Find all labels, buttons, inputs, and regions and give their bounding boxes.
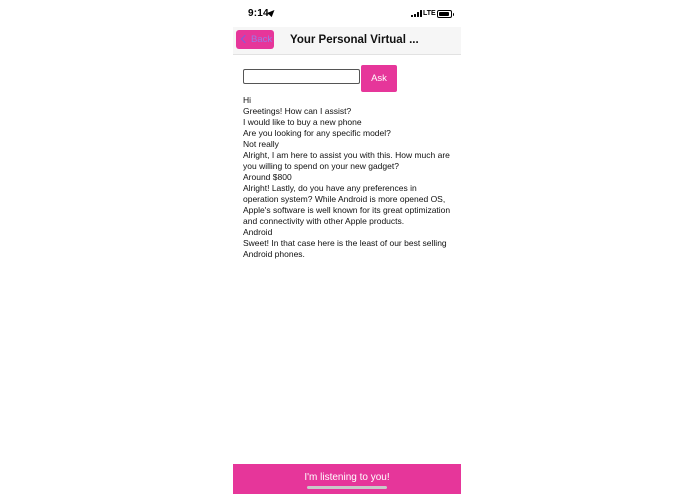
- message-assistant: Alright! Lastly, do you have any preferences in operation system? While Android is more opened OS, Apple's software is well known for its great optimization and connectivity with other Apple products.: [243, 183, 451, 226]
- home-indicator: [307, 486, 387, 489]
- back-button[interactable]: [236, 30, 274, 49]
- message-user: Android: [243, 227, 273, 237]
- app-screen: [233, 0, 461, 494]
- conversation-log: [243, 95, 453, 260]
- listening-button[interactable]: I'm listening to you!: [233, 464, 461, 494]
- message-user: Not really: [243, 139, 279, 149]
- question-input[interactable]: [243, 69, 360, 84]
- ask-button[interactable]: Ask: [361, 65, 397, 92]
- network-label: LTE: [423, 10, 436, 17]
- status-time: 9:14: [248, 8, 269, 19]
- message-user: Around $800: [243, 172, 292, 182]
- message-user: I would like to buy a new phone: [243, 117, 362, 127]
- status-bar: [233, 0, 461, 27]
- battery-icon: [437, 10, 452, 18]
- message-assistant: Are you looking for any specific model?: [243, 128, 391, 138]
- signal-icon: [411, 10, 422, 17]
- message-assistant: Sweet! In that case here is the least of our best selling Android phones.: [243, 238, 447, 259]
- message-user: Hi: [243, 95, 252, 105]
- message-assistant: Alright, I am here to assist you with this. How much are you willing to spend on your new gadget?: [243, 150, 450, 171]
- chevron-left-icon: [241, 35, 249, 43]
- page-title: Your Personal Virtual ...: [290, 34, 419, 46]
- back-label: Back: [251, 34, 273, 45]
- navigation-bar: [233, 27, 461, 55]
- message-assistant: Greetings! How can I assist?: [243, 106, 352, 116]
